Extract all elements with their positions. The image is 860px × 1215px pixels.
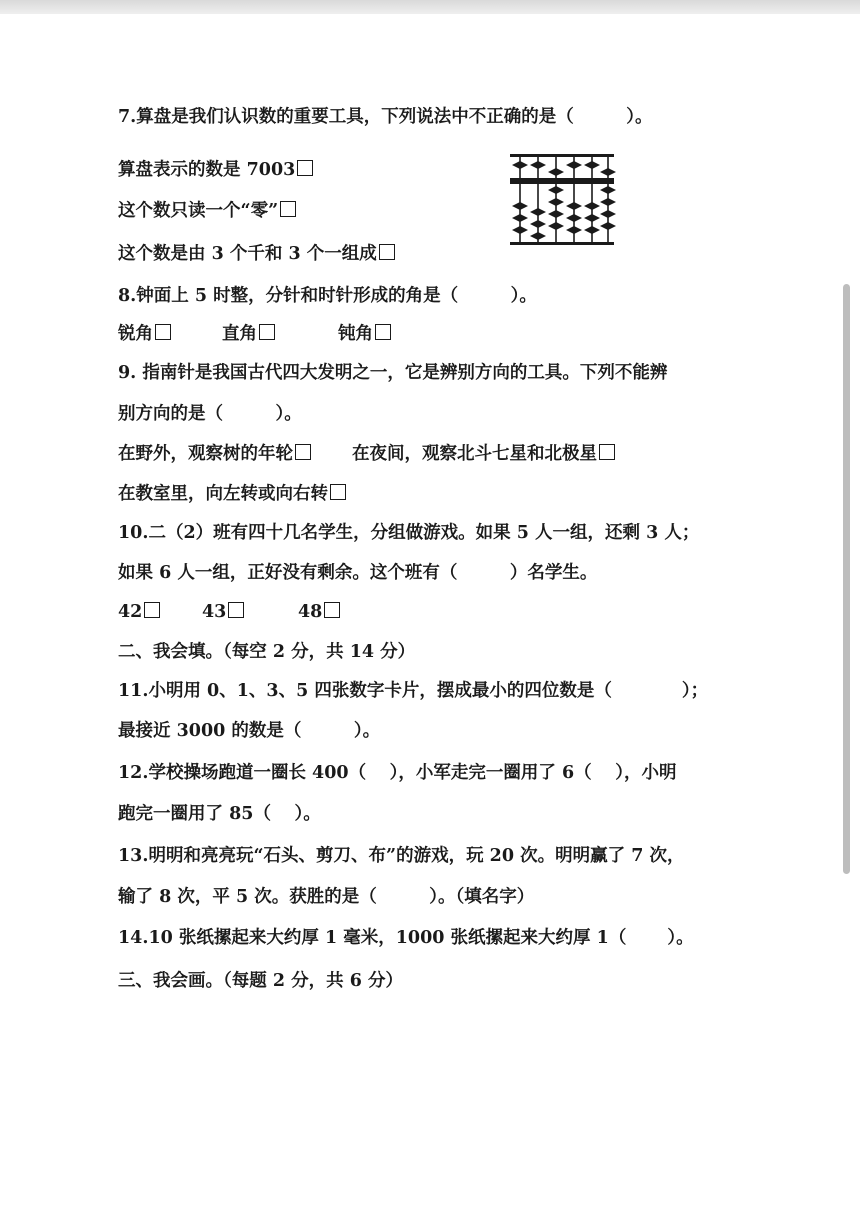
q8-option-1: [118, 323, 222, 345]
q8-option-2: [222, 323, 338, 345]
checkbox[interactable]: [599, 444, 615, 460]
checkbox[interactable]: [379, 244, 395, 260]
checkbox[interactable]: [330, 484, 346, 500]
q13-line-2: 输了 8 次，平 5 次。获胜的是（ ）。（填名字）: [118, 887, 535, 907]
q10-option-3-label: 48: [298, 602, 323, 622]
q10-option-1-label: 42: [118, 602, 143, 622]
section-3-heading: 三、我会画。（每题 2 分，共 6 分）: [118, 971, 403, 991]
checkbox[interactable]: [297, 160, 313, 176]
q8-option-3: [338, 323, 391, 345]
q10-option-2-label: 43: [202, 602, 227, 622]
q9-option-1: [118, 443, 352, 465]
viewer-top-bar: [0, 0, 860, 15]
q11-line-2: 最接近 3000 的数是（ ）。: [118, 721, 381, 741]
q10-option-3: [298, 601, 340, 623]
q8-option-1-label: 锐角: [118, 324, 153, 344]
q9-stem-line-1: 9. 指南针是我国古代四大发明之一，它是辨别方向的工具。下列不能辨: [118, 363, 668, 383]
q9-option-3-label: 在教室里，向左转或向右转: [118, 484, 328, 504]
q8-options: [118, 323, 391, 345]
q10-options: [118, 601, 340, 623]
q7-stem: 7.算盘是我们认识数的重要工具，下列说法中不正确的是（ ）。: [118, 107, 653, 127]
checkbox[interactable]: [155, 324, 171, 340]
q7-option-3: [118, 243, 395, 265]
section-2-heading: 二、我会填。（每空 2 分，共 14 分）: [118, 642, 416, 662]
q7-option-2-label: 这个数只读一个“零”: [118, 201, 279, 221]
q12-line-1: 12.学校操场跑道一圈长 400（ ），小军走完一圈用了 6（ ），小明: [118, 763, 677, 783]
q9-option-2: [352, 443, 615, 465]
q10-stem-line-1: 10.二（2）班有四十几名学生，分组做游戏。如果 5 人一组，还剩 3 人；: [118, 523, 700, 543]
checkbox[interactable]: [259, 324, 275, 340]
q7-option-3-label: 这个数是由 3 个千和 3 个一组成: [118, 244, 377, 264]
checkbox[interactable]: [375, 324, 391, 340]
q8-option-3-label: 钝角: [338, 324, 373, 344]
q12-line-2: 跑完一圈用了 85（ ）。: [118, 804, 321, 824]
checkbox[interactable]: [228, 602, 244, 618]
q9-stem-line-2: 别方向的是（ ）。: [118, 404, 302, 424]
q8-stem: 8.钟面上 5 时整，分针和时针形成的角是（ ）。: [118, 286, 537, 306]
q10-stem-line-2: 如果 6 人一组，正好没有剩余。这个班有（ ）名学生。: [118, 563, 598, 583]
q7-option-1: [118, 159, 313, 181]
q7-option-2: [118, 200, 296, 222]
q10-option-2: [202, 601, 298, 623]
q13-line-1: 13.明明和亮亮玩“石头、剪刀、布”的游戏，玩 20 次。明明赢了 7 次，: [118, 846, 685, 866]
q7-option-1-label: 算盘表示的数是 7003: [118, 160, 296, 180]
q14-line-1: 14.10 张纸摞起来大约厚 1 毫米，1000 张纸摞起来大约厚 1（ ）。: [118, 928, 694, 948]
q9-options-row-1: [118, 443, 615, 465]
checkbox[interactable]: [324, 602, 340, 618]
checkbox[interactable]: [144, 602, 160, 618]
q9-option-1-label: 在野外，观察树的年轮: [118, 444, 293, 464]
q8-option-2-label: 直角: [222, 324, 257, 344]
abacus-image: [508, 150, 616, 250]
q9-option-2-label: 在夜间，观察北斗七星和北极星: [352, 444, 597, 464]
checkbox[interactable]: [280, 201, 296, 217]
q11-line-1: 11.小明用 0、1、3、5 四张数字卡片，摆成最小的四位数是（ ）；: [118, 681, 709, 701]
vertical-scrollbar[interactable]: [843, 284, 850, 874]
checkbox[interactable]: [295, 444, 311, 460]
q9-option-3: [118, 483, 346, 505]
q10-option-1: [118, 601, 202, 623]
